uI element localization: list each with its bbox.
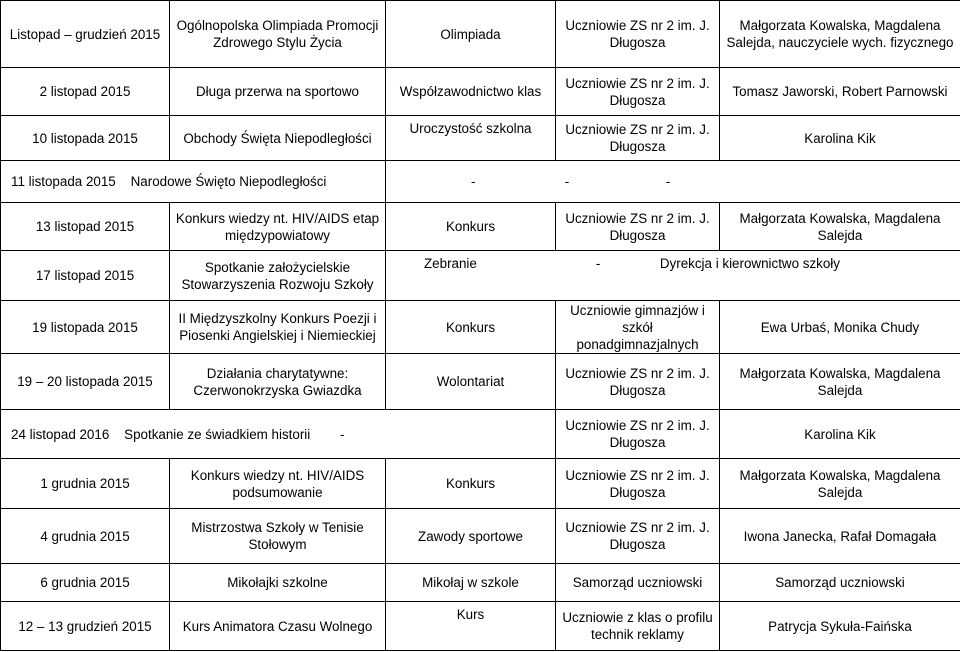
event-responsible: Małgorzata Kowalska, Magdalena Salejda [720, 459, 960, 509]
event-responsible: Karolina Kik [720, 116, 960, 161]
event-name: Działania charytatywne: Czerwonokrzyska Gwiazdka [170, 354, 386, 410]
event-participants: Uczniowie ZS nr 2 im. J. Długosza [556, 116, 720, 161]
event-form: Zawody sportowe [386, 509, 556, 564]
event-participants: Uczniowie ZS nr 2 im. J. Długosza [556, 203, 720, 251]
table-row [1, 301, 960, 354]
table-row [1, 1, 960, 68]
event-participants: Uczniowie ZS nr 2 im. J. Długosza [556, 354, 720, 410]
event-date: 19 – 20 listopada 2015 [1, 354, 170, 410]
event-name: Długa przerwa na sportowo [170, 68, 386, 116]
event-date-name: 11 listopada 2015 Narodowe Święto Niepodległości [1, 161, 386, 203]
event-form: Konkurs [386, 203, 556, 251]
event-participants: Uczniowie ZS nr 2 im. J. Długosza [556, 68, 720, 116]
event-name: Kurs Animatora Czasu Wolnego [170, 602, 386, 651]
table-row [1, 564, 960, 602]
event-name: Mistrzostwa Szkoły w Tenisie Stołowym [170, 509, 386, 564]
table-row [1, 251, 960, 301]
event-responsible: Patrycja Sykuła-Faińska [720, 602, 960, 651]
event-name: II Międzyszkolny Konkurs Poezji i Piosenki Angielskiej i Niemieckiej [170, 301, 386, 354]
event-date: 19 listopada 2015 [1, 301, 170, 354]
table-row [1, 203, 960, 251]
event-form: Olimpiada [386, 1, 556, 68]
table-row [1, 116, 960, 161]
event-date: 2 listopad 2015 [1, 68, 170, 116]
event-date: 12 – 13 grudzień 2015 [1, 602, 170, 651]
table-row [1, 459, 960, 509]
event-participants: Uczniowie z klas o profilu technik reklamy [556, 602, 720, 651]
table-row [1, 602, 960, 651]
event-date: 4 grudnia 2015 [1, 509, 170, 564]
event-date: 1 grudnia 2015 [1, 459, 170, 509]
event-name: Obchody Święta Niepodległości [170, 116, 386, 161]
event-date: Listopad – grudzień 2015 [1, 1, 170, 68]
event-date: 17 listopad 2015 [1, 251, 170, 301]
event-responsible: Karolina Kik [720, 410, 960, 459]
event-responsible: Małgorzata Kowalska, Magdalena Salejda, nauczyciele wych. fizycznego [720, 1, 960, 68]
table-row [1, 410, 960, 459]
event-participants: Uczniowie ZS nr 2 im. J. Długosza [556, 1, 720, 68]
event-date: 13 listopad 2015 [1, 203, 170, 251]
event-participants: Samorząd uczniowski [556, 564, 720, 602]
event-date-name-form: 24 listopad 2016 Spotkanie ze świadkiem historii - [1, 410, 556, 459]
event-participants: Uczniowie ZS nr 2 im. J. Długosza [556, 509, 720, 564]
event-form: Konkurs [386, 301, 556, 354]
event-participants: Uczniowie ZS nr 2 im. J. Długosza [556, 410, 720, 459]
event-responsible: Małgorzata Kowalska, Magdalena Salejda [720, 354, 960, 410]
event-responsible: Ewa Urbaś, Monika Chudy [720, 301, 960, 354]
event-form: Wolontariat [386, 354, 556, 410]
event-name: Mikołajki szkolne [170, 564, 386, 602]
table-row [1, 354, 960, 410]
event-name: Konkurs wiedzy nt. HIV/AIDS podsumowanie [170, 459, 386, 509]
event-form: Kurs [386, 602, 556, 651]
event-name: Konkurs wiedzy nt. HIV/AIDS etap międzypowiatowy [170, 203, 386, 251]
event-responsible: Małgorzata Kowalska, Magdalena Salejda [720, 203, 960, 251]
event-dashes: - - - [386, 161, 960, 203]
event-form: Współzawodnictwo klas [386, 68, 556, 116]
table-row [1, 161, 960, 203]
event-responsible: Samorząd uczniowski [720, 564, 960, 602]
table-row [1, 68, 960, 116]
event-form: Mikołaj w szkole [386, 564, 556, 602]
event-form-rest: Zebranie - Dyrekcja i kierownictwo szkoły [386, 251, 960, 301]
event-participants: Uczniowie gimnazjów i szkół ponadgimnazjalnych [556, 301, 720, 354]
table-row [1, 509, 960, 564]
event-name: Spotkanie założycielskie Stowarzyszenia Rozwoju Szkoły [170, 251, 386, 301]
event-form: Uroczystość szkolna [386, 116, 556, 161]
event-participants: Uczniowie ZS nr 2 im. J. Długosza [556, 459, 720, 509]
event-responsible: Tomasz Jaworski, Robert Parnowski [720, 68, 960, 116]
event-responsible: Iwona Janecka, Rafał Domagała [720, 509, 960, 564]
event-date: 6 grudnia 2015 [1, 564, 170, 602]
event-name: Ogólnopolska Olimpiada Promocji Zdrowego Stylu Życia [170, 1, 386, 68]
event-date: 10 listopada 2015 [1, 116, 170, 161]
event-form: Konkurs [386, 459, 556, 509]
